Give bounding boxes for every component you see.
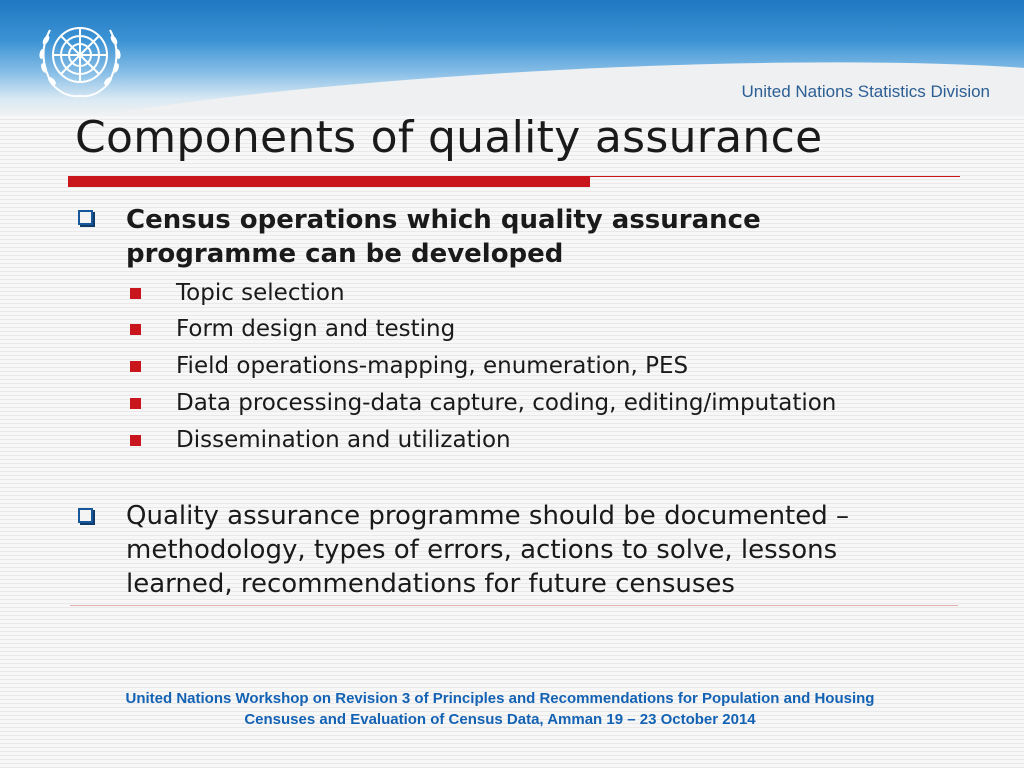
sub-item-text: Dissemination and utilization (176, 427, 511, 453)
footer-line-1: United Nations Workshop on Revision 3 of Principles and Recommendations for Population and Housing (125, 690, 875, 707)
footer-line-2: Censuses and Evaluation of Census Data, Amman 19 – 23 October 2014 (244, 711, 756, 728)
square-bullet-icon (130, 435, 141, 446)
square-bullet-icon (130, 398, 141, 409)
checkbox-bullet-icon (78, 210, 93, 225)
sub-item-text: Field operations-mapping, enumeration, PES (176, 353, 689, 379)
banner-wave (0, 39, 1024, 116)
bullet-1-text: Census operations which quality assurance programme can be developed (126, 205, 761, 269)
slide-title: Components of quality assurance (75, 112, 823, 163)
bullet-2-text: Quality assurance programme should be documented – methodology, types of errors, actions to solve, lessons learned, recommendations for future censuses (126, 501, 850, 599)
footer (60, 688, 940, 730)
sub-item-text: Form design and testing (176, 316, 456, 342)
square-bullet-icon (130, 324, 141, 335)
content-divider (70, 605, 958, 606)
checkbox-bullet-icon (78, 508, 93, 523)
sub-item-text: Topic selection (176, 280, 345, 306)
header-banner (0, 0, 1024, 116)
square-bullet-icon (130, 361, 141, 372)
title-underline-thin (590, 176, 960, 177)
organization-name: United Nations Statistics Division (741, 82, 990, 101)
sub-item-text: Data processing-data capture, coding, editing/imputation (176, 390, 837, 416)
title-underline-thick (68, 176, 590, 187)
un-emblem-icon (30, 10, 130, 104)
square-bullet-icon (130, 288, 141, 299)
